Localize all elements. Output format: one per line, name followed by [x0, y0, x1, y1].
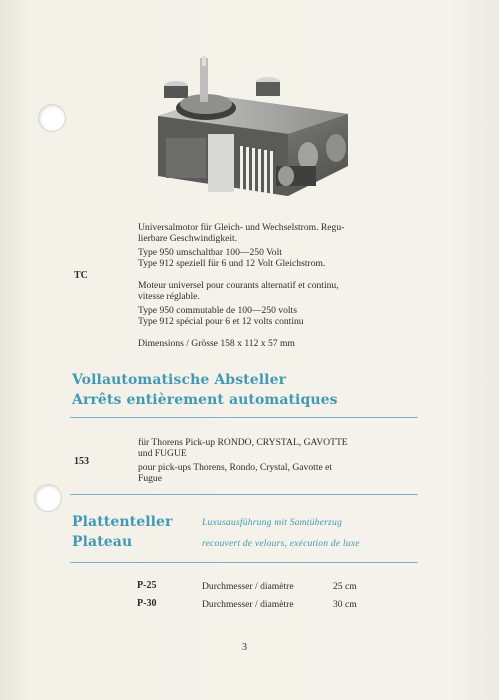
- tc-dimensions: Dimensions / Grösse 158 x 112 x 57 mm: [138, 338, 295, 349]
- stop-fr-line: Fugue: [138, 473, 162, 484]
- motor-photo: [148, 56, 358, 206]
- platter-desc-de: Luxusausführung mit Samtüberzug: [202, 517, 342, 528]
- tc-code: TC: [74, 270, 88, 281]
- tc-fr-line: Type 950 commutable de 100—250 volts: [138, 305, 297, 316]
- platter-label: Durchmesser / diamètre: [202, 581, 294, 592]
- section-title-de: Vollautomatische Absteller: [72, 372, 287, 388]
- section-title-fr: Arrêts entièrement automatiques: [72, 392, 338, 408]
- punch-hole-bottom: [34, 484, 62, 512]
- stop-de-line: für Thorens Pick-up RONDO, CRYSTAL, GAVOTTE: [138, 437, 348, 448]
- stop-code: 153: [74, 456, 89, 467]
- section-divider: [70, 494, 418, 495]
- platter-desc-fr: recouvert de velours, exécution de luxe: [202, 538, 360, 549]
- section-divider: [70, 562, 418, 563]
- tc-fr-line: Moteur universel pour courants alternatif et continu,: [138, 280, 339, 291]
- tc-de-line: lierbare Geschwindigkeit.: [138, 233, 238, 244]
- platter-size: 30 cm: [333, 599, 357, 610]
- platter-size: 25 cm: [333, 581, 357, 592]
- platter-label: Durchmesser / diamètre: [202, 599, 294, 610]
- platter-title-de: Plattenteller: [72, 514, 173, 530]
- platter-code: P-30: [137, 598, 157, 609]
- tc-de-line: Type 912 speziell für 6 und 12 Volt Gleichstrom.: [138, 258, 326, 269]
- stop-fr-line: pour pick-ups Thorens, Rondo, Crystal, Gavotte et: [138, 462, 333, 473]
- punch-hole-top: [38, 104, 66, 132]
- section-divider: [70, 417, 418, 418]
- platter-code: P-25: [137, 580, 157, 591]
- tc-fr-line: vitesse réglable.: [138, 291, 200, 302]
- tc-fr-line: Type 912 spécial pour 6 et 12 volts continu: [138, 316, 304, 327]
- page-number: 3: [242, 642, 247, 653]
- tc-de-line: Universalmotor für Gleich- und Wechselstrom. Regu-: [138, 222, 345, 233]
- platter-title-fr: Plateau: [72, 534, 133, 550]
- stop-de-line: und FUGUE: [138, 448, 187, 459]
- tc-de-line: Type 950 umschaltbar 100—250 Volt: [138, 247, 282, 258]
